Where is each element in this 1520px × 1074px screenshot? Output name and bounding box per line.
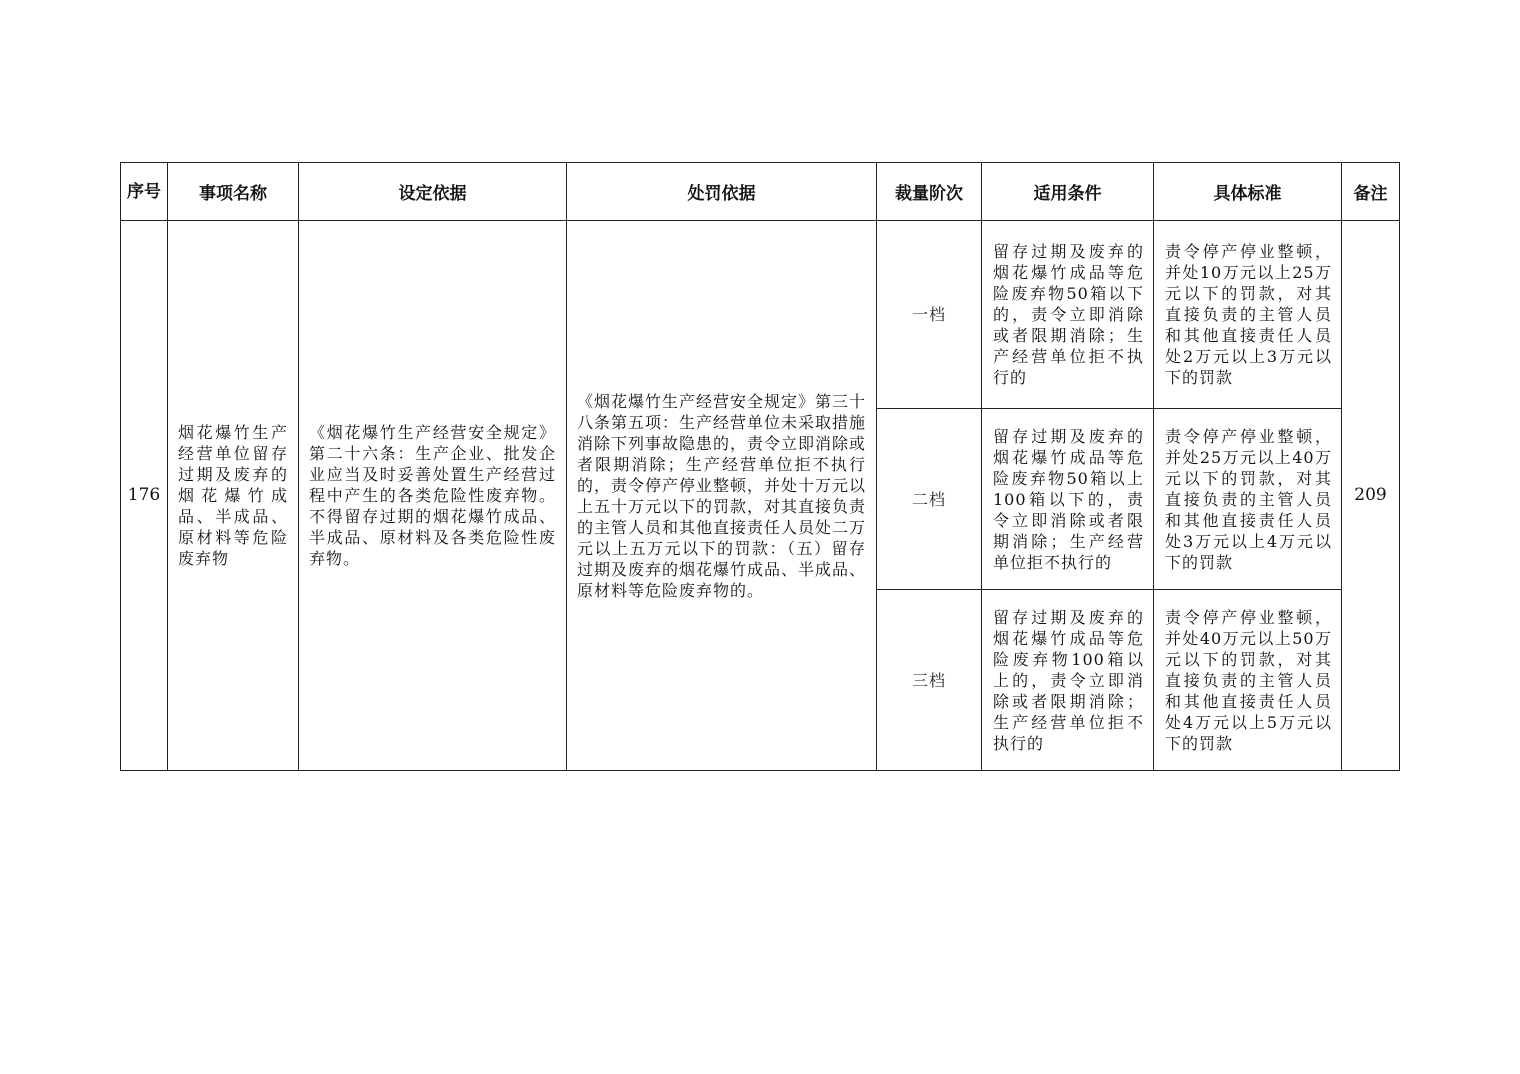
cell-tier-2: 二档 [877, 409, 982, 590]
condition-text: 留存过期及废弃的烟花爆竹成品等危险废弃物50箱以下的，责令立即消除或者限期消除；生产经营单位拒不执行的 [993, 242, 1144, 387]
header-condition: 适用条件 [982, 163, 1154, 221]
penalty-discretion-table [120, 162, 1400, 771]
cell-basis [299, 221, 567, 771]
table-row [121, 221, 1400, 409]
cell-tier-3: 三档 [877, 590, 982, 771]
cell-standard-2 [1154, 409, 1342, 590]
penalty-basis-text: 《烟花爆竹生产经营安全规定》第三十八条第五项：生产经营单位未采取措施消除下列事故隐患的，责令立即消除或者限期消除；生产经营单位拒不执行的，责令停产停业整顿，并处十万元以上五十万元以下的罚款，对其直接负责的主管人员和其他直接责任人员处二万元以上五万元以下的罚款：（五）留存过期及废弃的烟花爆竹成品、半成品、原材料等危险废弃物的。 [577, 391, 867, 600]
header-basis: 设定依据 [299, 163, 567, 221]
header-penalty-basis: 处罚依据 [567, 163, 877, 221]
cell-standard-1 [1154, 221, 1342, 409]
penalty-table-container [120, 162, 1399, 771]
cell-name [168, 221, 299, 771]
cell-seq: 176 [121, 221, 168, 771]
condition-text: 留存过期及废弃的烟花爆竹成品等危险废弃物100箱以上的，责令立即消除或者限期消除；生产经营单位拒不执行的 [993, 607, 1144, 753]
cell-condition-2 [982, 409, 1154, 590]
header-seq: 序号 [121, 163, 168, 221]
standard-text: 责令停产停业整顿，并处40万元以上50万元以下的罚款，对其直接负责的主管人员和其他直接责任人员处4万元以上5万元以下的罚款 [1165, 607, 1332, 753]
standard-text: 责令停产停业整顿，并处10万元以上25万元以下的罚款，对其直接负责的主管人员和其他直接责任人员处2万元以上3万元以下的罚款 [1165, 242, 1332, 387]
cell-tier-1: 一档 [877, 221, 982, 409]
cell-standard-3 [1154, 590, 1342, 771]
basis-text: 《烟花爆竹生产经营安全规定》第二十六条：生产企业、批发企业应当及时妥善处置生产经营过程中产生的各类危险性废弃物。不得留存过期的烟花爆竹成品、半成品、原材料及各类危险性废弃物。 [309, 423, 556, 568]
cell-remark: 209 [1342, 221, 1400, 771]
header-standard: 具体标准 [1154, 163, 1342, 221]
cell-condition-3 [982, 590, 1154, 771]
standard-text: 责令停产停业整顿，并处25万元以上40万元以下的罚款，对其直接负责的主管人员和其他直接责任人员处3万元以上4万元以下的罚款 [1165, 426, 1332, 572]
header-name: 事项名称 [168, 163, 299, 221]
cell-penalty-basis [567, 221, 877, 771]
condition-text: 留存过期及废弃的烟花爆竹成品等危险废弃物50箱以上100箱以下的，责令立即消除或者限期消除；生产经营单位拒不执行的 [993, 426, 1144, 572]
item-name-text: 烟花爆竹生产经营单位留存过期及废弃的烟花爆竹成品、半成品、原材料等危险废弃物 [178, 423, 288, 568]
header-remark: 备注 [1342, 163, 1400, 221]
header-row [121, 163, 1400, 221]
cell-condition-1 [982, 221, 1154, 409]
header-tier: 裁量阶次 [877, 163, 982, 221]
